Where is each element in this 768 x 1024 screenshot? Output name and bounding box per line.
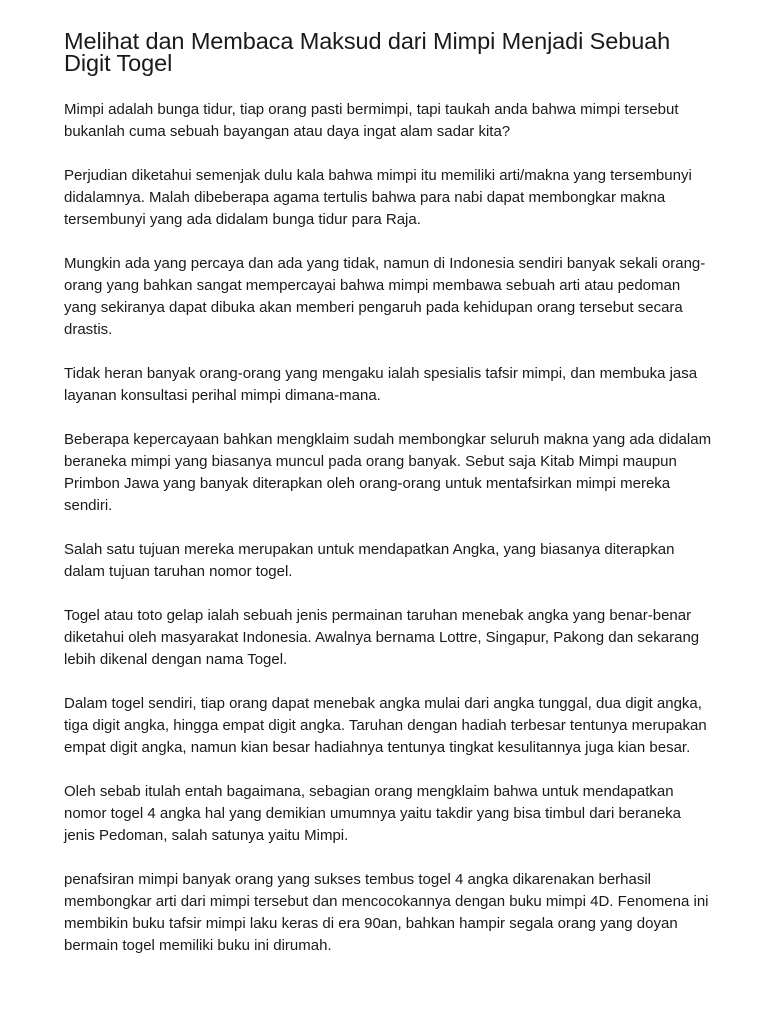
paragraph: Beberapa kepercayaan bahkan mengklaim sudah membongkar seluruh makna yang ada didalam beraneka mimpi yang biasanya muncul pada orang banyak. Sebut saja Kitab Mimpi maupun Primbon Jawa yang banyak diterapkan oleh orang-orang untuk mentafsirkan mimpi mereka sendiri. <box>64 431 712 514</box>
paragraph: Tidak heran banyak orang-orang yang mengaku ialah spesialis tafsir mimpi, dan membuka jasa layanan konsultasi perihal mimpi dimana-mana. <box>64 365 698 404</box>
paragraph: Mimpi adalah bunga tidur, tiap orang pasti bermimpi, tapi taukah anda bahwa mimpi tersebut bukanlah cuma sebuah bayangan atau daya ingat alam sadar kita? <box>64 101 679 140</box>
document-page <box>64 30 714 979</box>
paragraph: Togel atau toto gelap ialah sebuah jenis permainan taruhan menebak angka yang benar-benar diketahui oleh masyarakat Indonesia. Awalnya bernama Lottre, Singapur, Pakong dan sekarang lebih dikenal dengan nama Togel. <box>64 607 700 668</box>
paragraph: penafsiran mimpi banyak orang yang sukses tembus togel 4 angka dikarenakan berhasil membongkar arti dari mimpi tersebut dan mencocokannya dengan buku mimpi 4D. Fenomena ini membikin buku tafsir mimpi laku keras di era 90an, bahkan hampir segala orang yang doyan bermain togel memiliki buku ini dirumah. <box>64 871 709 954</box>
paragraph: Salah satu tujuan mereka merupakan untuk mendapatkan Angka, yang biasanya diterapkan dalam tujuan taruhan nomor togel. <box>64 541 675 580</box>
paragraph: Oleh sebab itulah entah bagaimana, sebagian orang mengklaim bahwa untuk mendapatkan nomor togel 4 angka hal yang demikian umumnya yaitu takdir yang bisa timbul dari beraneka jenis Pedoman, salah satunya yaitu Mimpi. <box>64 783 682 844</box>
document-title: Melihat dan Membaca Maksud dari Mimpi Menjadi Sebuah Digit Togel <box>64 28 671 76</box>
paragraph: Perjudian diketahui semenjak dulu kala bahwa mimpi itu memiliki arti/makna yang tersembunyi didalamnya. Malah dibeberapa agama tertulis bahwa para nabi dapat membongkar makna tersembunyi yang ada didalam bunga tidur para Raja. <box>64 167 692 228</box>
paragraph: Mungkin ada yang percaya dan ada yang tidak, namun di Indonesia sendiri banyak sekali orang-orang yang bahkan sangat mempercayai bahwa mimpi membawa sebuah arti atau pedoman yang sekiranya dapat dibuka akan memberi pengaruh pada kehidupan orang tersebut secara drastis. <box>64 255 706 338</box>
paragraph: Dalam togel sendiri, tiap orang dapat menebak angka mulai dari angka tunggal, dua digit angka, tiga digit angka, hingga empat digit angka. Taruhan dengan hadiah terbesar tentunya merupakan empat digit angka, namun kian besar hadiahnya tentunya tingkat kesulitannya juga kian besar. <box>64 695 707 756</box>
